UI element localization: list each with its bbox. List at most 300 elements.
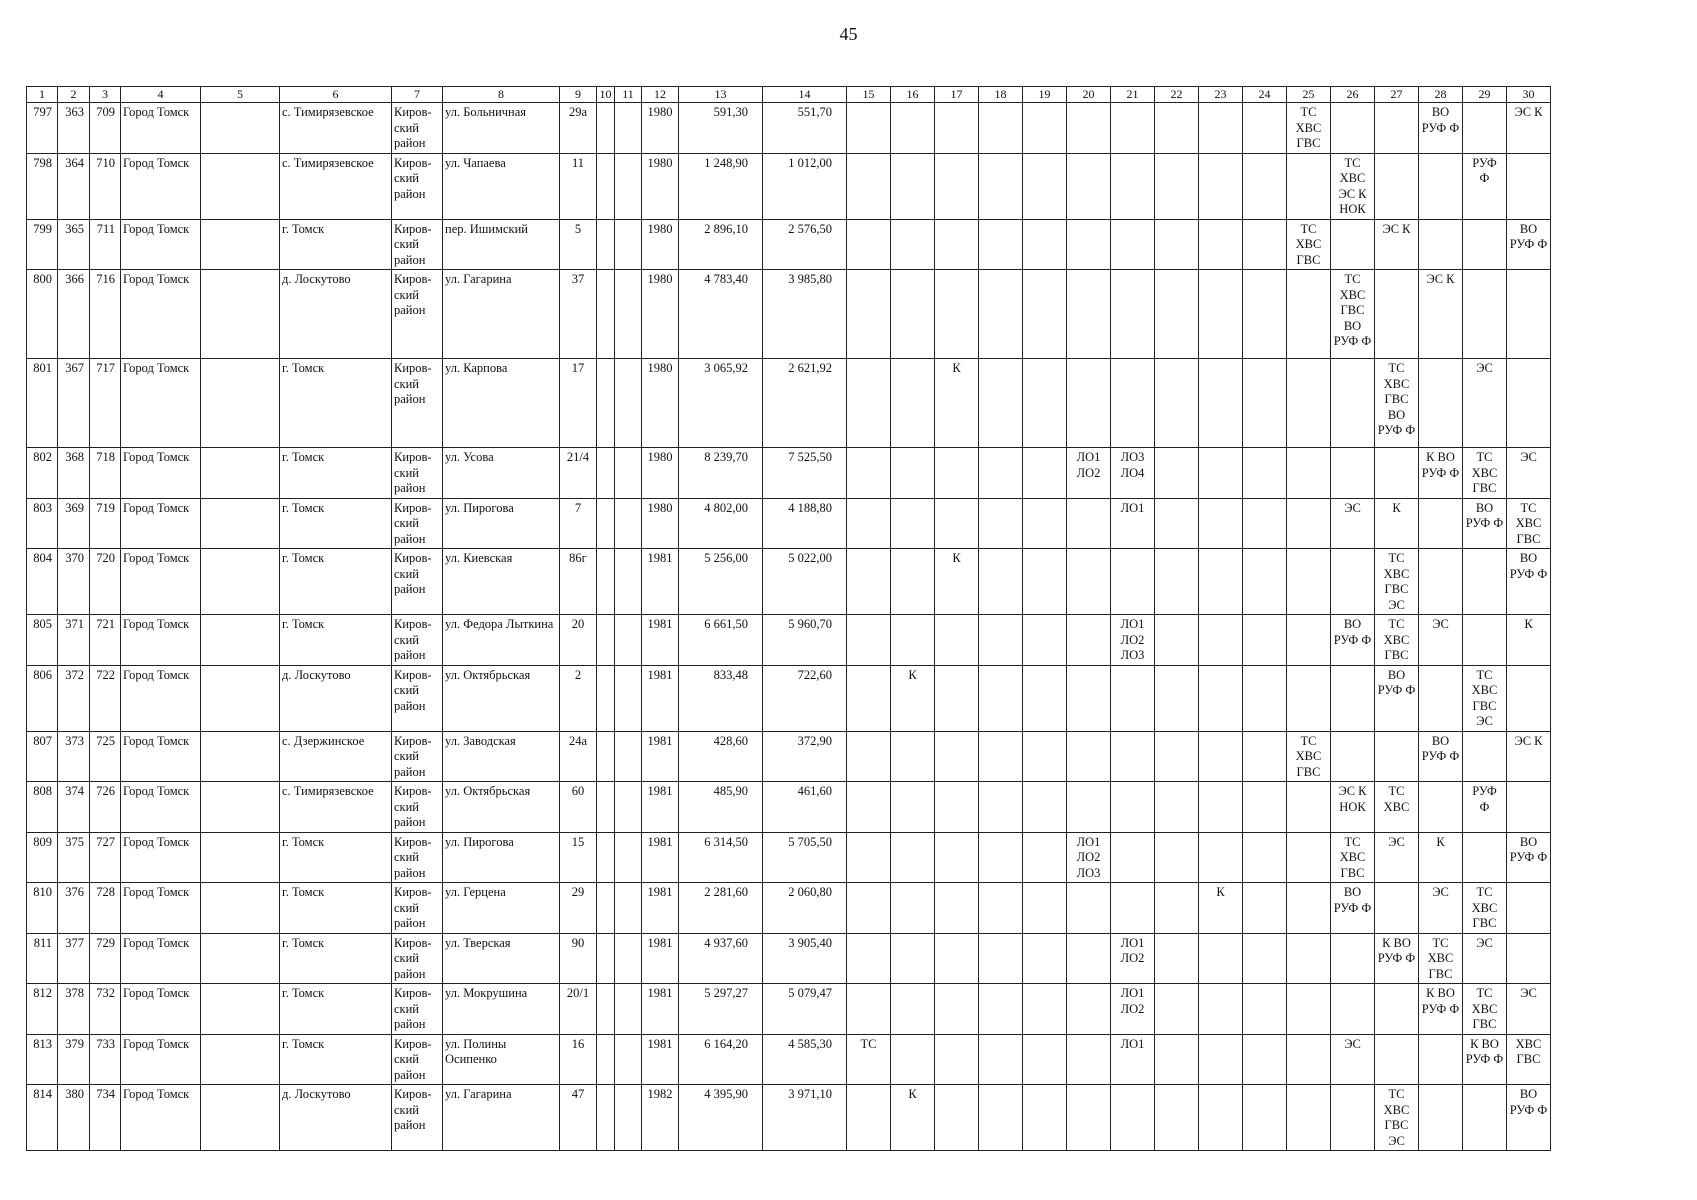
table-cell-col-23 <box>1199 1085 1243 1151</box>
table-cell-col-11 <box>615 615 642 666</box>
table-cell-col-6: г. Томск <box>280 359 392 448</box>
table-cell-col-20: ЛО1 ЛО2 ЛО3 <box>1067 832 1111 883</box>
table-cell-col-8: ул. Чапаева <box>443 153 560 219</box>
table-cell-col-2: 376 <box>58 883 90 934</box>
table-cell-col-1: 812 <box>27 984 58 1035</box>
table-cell-col-2: 371 <box>58 615 90 666</box>
table-cell-col-14: 372,90 <box>763 731 847 782</box>
table-cell-col-19 <box>1023 103 1067 154</box>
table-cell-col-21 <box>1111 731 1155 782</box>
table-cell-col-23 <box>1199 984 1243 1035</box>
table-cell-col-25 <box>1287 615 1331 666</box>
table-cell-col-20 <box>1067 219 1111 270</box>
table-cell-col-29: ЭС <box>1463 359 1507 448</box>
table-cell-col-23 <box>1199 615 1243 666</box>
table-cell-col-11 <box>615 933 642 984</box>
table-cell-col-13: 6 661,50 <box>679 615 763 666</box>
table-cell-col-15 <box>847 984 891 1035</box>
table-cell-col-26 <box>1331 448 1375 499</box>
table-cell-col-10 <box>597 1085 615 1151</box>
table-cell-col-1: 802 <box>27 448 58 499</box>
table-cell-col-6: с. Тимирязевское <box>280 782 392 833</box>
table-cell-col-5 <box>201 549 280 615</box>
table-cell-col-1: 808 <box>27 782 58 833</box>
table-cell-col-4: Город Томск <box>121 984 201 1035</box>
table-cell-col-12: 1980 <box>642 448 679 499</box>
table-cell-col-3: 717 <box>90 359 121 448</box>
table-cell-col-15 <box>847 448 891 499</box>
table-cell-col-11 <box>615 665 642 731</box>
table-cell-col-29 <box>1463 219 1507 270</box>
table-cell-col-29: ВО РУФ Ф <box>1463 498 1507 549</box>
table-cell-col-16: К <box>891 665 935 731</box>
table-cell-col-21 <box>1111 270 1155 359</box>
table-cell-col-30 <box>1507 359 1551 448</box>
table-row <box>27 359 1551 448</box>
table-cell-col-27: ТС ХВС ГВС <box>1375 615 1419 666</box>
table-cell-col-19 <box>1023 933 1067 984</box>
table-cell-col-14: 5 960,70 <box>763 615 847 666</box>
table-cell-col-1: 797 <box>27 103 58 154</box>
table-cell-col-7: Киров- ский район <box>392 219 443 270</box>
table-cell-col-21 <box>1111 1085 1155 1151</box>
table-cell-col-8: ул. Гагарина <box>443 270 560 359</box>
table-cell-col-22 <box>1155 549 1199 615</box>
column-number-17: 17 <box>935 87 979 103</box>
table-cell-col-18 <box>979 883 1023 934</box>
table-cell-col-2: 370 <box>58 549 90 615</box>
table-cell-col-7: Киров- ский район <box>392 883 443 934</box>
table-cell-col-18 <box>979 933 1023 984</box>
table-cell-col-16 <box>891 549 935 615</box>
table-cell-col-17 <box>935 153 979 219</box>
table-cell-col-22 <box>1155 933 1199 984</box>
table-cell-col-23 <box>1199 549 1243 615</box>
table-cell-col-12: 1981 <box>642 984 679 1035</box>
table-cell-col-30: ЭС К <box>1507 103 1551 154</box>
table-cell-col-7: Киров- ский район <box>392 498 443 549</box>
table-cell-col-26: ТС ХВС ГВС <box>1331 832 1375 883</box>
table-cell-col-27 <box>1375 103 1419 154</box>
table-cell-col-10 <box>597 615 615 666</box>
table-cell-col-26 <box>1331 933 1375 984</box>
table-cell-col-18 <box>979 448 1023 499</box>
table-cell-col-5 <box>201 665 280 731</box>
table-cell-col-16 <box>891 832 935 883</box>
table-cell-col-3: 716 <box>90 270 121 359</box>
table-cell-col-13: 5 297,27 <box>679 984 763 1035</box>
table-cell-col-3: 729 <box>90 933 121 984</box>
table-cell-col-2: 375 <box>58 832 90 883</box>
table-cell-col-20: ЛО1 ЛО2 <box>1067 448 1111 499</box>
table-cell-col-21: ЛО1 ЛО2 <box>1111 984 1155 1035</box>
table-cell-col-17 <box>935 103 979 154</box>
table-cell-col-18 <box>979 549 1023 615</box>
column-number-28: 28 <box>1419 87 1463 103</box>
table-cell-col-23 <box>1199 498 1243 549</box>
table-cell-col-20 <box>1067 549 1111 615</box>
table-cell-col-14: 551,70 <box>763 103 847 154</box>
table-cell-col-21 <box>1111 549 1155 615</box>
table-cell-col-23 <box>1199 782 1243 833</box>
table-cell-col-11 <box>615 549 642 615</box>
housing-register-table <box>26 86 1551 1151</box>
column-number-10: 10 <box>597 87 615 103</box>
table-cell-col-20 <box>1067 270 1111 359</box>
table-cell-col-14: 722,60 <box>763 665 847 731</box>
table-cell-col-30 <box>1507 933 1551 984</box>
table-cell-col-17 <box>935 1085 979 1151</box>
table-cell-col-21: ЛО3 ЛО4 <box>1111 448 1155 499</box>
table-cell-col-22 <box>1155 782 1199 833</box>
column-number-1: 1 <box>27 87 58 103</box>
table-cell-col-18 <box>979 103 1023 154</box>
table-cell-col-12: 1980 <box>642 103 679 154</box>
table-cell-col-27: ВО РУФ Ф <box>1375 665 1419 731</box>
table-cell-col-15 <box>847 883 891 934</box>
table-cell-col-3: 710 <box>90 153 121 219</box>
table-cell-col-13: 591,30 <box>679 103 763 154</box>
table-cell-col-30: ВО РУФ Ф <box>1507 219 1551 270</box>
table-cell-col-25 <box>1287 782 1331 833</box>
table-cell-col-17 <box>935 665 979 731</box>
table-cell-col-16 <box>891 103 935 154</box>
table-cell-col-25 <box>1287 359 1331 448</box>
table-cell-col-27: ТС ХВС ГВС ЭС <box>1375 1085 1419 1151</box>
table-cell-col-25 <box>1287 832 1331 883</box>
table-cell-col-8: ул. Октябрьская <box>443 782 560 833</box>
table-cell-col-29 <box>1463 731 1507 782</box>
table-cell-col-8: ул. Полины Осипенко <box>443 1034 560 1085</box>
table-cell-col-28 <box>1419 1034 1463 1085</box>
table-cell-col-25 <box>1287 1034 1331 1085</box>
table-cell-col-2: 373 <box>58 731 90 782</box>
table-cell-col-18 <box>979 615 1023 666</box>
table-cell-col-29: К ВО РУФ Ф <box>1463 1034 1507 1085</box>
table-cell-col-15 <box>847 270 891 359</box>
table-cell-col-15 <box>847 832 891 883</box>
table-cell-col-27 <box>1375 1034 1419 1085</box>
table-cell-col-17: К <box>935 549 979 615</box>
table-cell-col-27 <box>1375 731 1419 782</box>
table-cell-col-25 <box>1287 665 1331 731</box>
table-cell-col-24 <box>1243 103 1287 154</box>
table-cell-col-14: 5 022,00 <box>763 549 847 615</box>
table-cell-col-7: Киров- ский район <box>392 782 443 833</box>
table-cell-col-11 <box>615 359 642 448</box>
table-cell-col-20 <box>1067 933 1111 984</box>
table-cell-col-12: 1981 <box>642 731 679 782</box>
table-cell-col-18 <box>979 665 1023 731</box>
table-cell-col-24 <box>1243 615 1287 666</box>
table-cell-col-9: 7 <box>560 498 597 549</box>
table-cell-col-14: 3 985,80 <box>763 270 847 359</box>
table-cell-col-17 <box>935 448 979 499</box>
table-cell-col-7: Киров- ский район <box>392 270 443 359</box>
table-cell-col-9: 11 <box>560 153 597 219</box>
table-cell-col-14: 5 705,50 <box>763 832 847 883</box>
table-cell-col-22 <box>1155 359 1199 448</box>
table-cell-col-3: 722 <box>90 665 121 731</box>
table-cell-col-13: 4 802,00 <box>679 498 763 549</box>
table-cell-col-11 <box>615 984 642 1035</box>
table-cell-col-1: 811 <box>27 933 58 984</box>
table-cell-col-16 <box>891 615 935 666</box>
table-cell-col-18 <box>979 1034 1023 1085</box>
table-cell-col-17 <box>935 270 979 359</box>
table-cell-col-10 <box>597 219 615 270</box>
table-cell-col-17 <box>935 782 979 833</box>
table-cell-col-1: 798 <box>27 153 58 219</box>
column-number-11: 11 <box>615 87 642 103</box>
column-number-20: 20 <box>1067 87 1111 103</box>
table-cell-col-27: ЭС К <box>1375 219 1419 270</box>
table-cell-col-21 <box>1111 359 1155 448</box>
table-cell-col-1: 799 <box>27 219 58 270</box>
table-cell-col-6: г. Томск <box>280 832 392 883</box>
table-cell-col-19 <box>1023 153 1067 219</box>
table-cell-col-3: 725 <box>90 731 121 782</box>
table-cell-col-7: Киров- ский район <box>392 1085 443 1151</box>
table-cell-col-1: 800 <box>27 270 58 359</box>
table-cell-col-19 <box>1023 448 1067 499</box>
table-cell-col-19 <box>1023 615 1067 666</box>
table-cell-col-20 <box>1067 153 1111 219</box>
table-cell-col-17 <box>935 615 979 666</box>
table-cell-col-7: Киров- ский район <box>392 933 443 984</box>
table-cell-col-28: ВО РУФ Ф <box>1419 731 1463 782</box>
table-cell-col-22 <box>1155 984 1199 1035</box>
table-cell-col-2: 372 <box>58 665 90 731</box>
table-cell-col-27 <box>1375 448 1419 499</box>
table-cell-col-23 <box>1199 448 1243 499</box>
table-cell-col-1: 813 <box>27 1034 58 1085</box>
table-row <box>27 1034 1551 1085</box>
table-cell-col-8: ул. Пирогова <box>443 832 560 883</box>
table-cell-col-22 <box>1155 103 1199 154</box>
table-cell-col-9: 47 <box>560 1085 597 1151</box>
table-cell-col-9: 20/1 <box>560 984 597 1035</box>
table-cell-col-28: ВО РУФ Ф <box>1419 103 1463 154</box>
page-number: 45 <box>839 24 858 44</box>
table-cell-col-25 <box>1287 498 1331 549</box>
table-cell-col-2: 379 <box>58 1034 90 1085</box>
table-cell-col-11 <box>615 153 642 219</box>
table-cell-col-14: 3 971,10 <box>763 1085 847 1151</box>
table-cell-col-13: 2 281,60 <box>679 883 763 934</box>
table-cell-col-8: ул. Усова <box>443 448 560 499</box>
table-cell-col-9: 60 <box>560 782 597 833</box>
table-cell-col-26 <box>1331 103 1375 154</box>
table-cell-col-23 <box>1199 153 1243 219</box>
column-number-2: 2 <box>58 87 90 103</box>
table-cell-col-24 <box>1243 1085 1287 1151</box>
table-cell-col-10 <box>597 933 615 984</box>
table-cell-col-10 <box>597 832 615 883</box>
table-row <box>27 933 1551 984</box>
table-cell-col-4: Город Томск <box>121 103 201 154</box>
column-number-19: 19 <box>1023 87 1067 103</box>
table-cell-col-30: ВО РУФ Ф <box>1507 832 1551 883</box>
table-cell-col-5 <box>201 498 280 549</box>
table-cell-col-19 <box>1023 219 1067 270</box>
table-row <box>27 103 1551 154</box>
table-row <box>27 549 1551 615</box>
table-cell-col-29: ТС ХВС ГВС <box>1463 984 1507 1035</box>
column-number-29: 29 <box>1463 87 1507 103</box>
table-cell-col-26 <box>1331 984 1375 1035</box>
table-cell-col-2: 365 <box>58 219 90 270</box>
column-number-18: 18 <box>979 87 1023 103</box>
table-cell-col-2: 374 <box>58 782 90 833</box>
table-cell-col-25 <box>1287 549 1331 615</box>
table-cell-col-17 <box>935 984 979 1035</box>
column-number-30: 30 <box>1507 87 1551 103</box>
table-cell-col-13: 1 248,90 <box>679 153 763 219</box>
table-cell-col-7: Киров- ский район <box>392 153 443 219</box>
table-cell-col-17 <box>935 832 979 883</box>
table-cell-col-6: с. Тимирязевское <box>280 153 392 219</box>
table-cell-col-20 <box>1067 731 1111 782</box>
table-cell-col-22 <box>1155 498 1199 549</box>
table-cell-col-28: К ВО РУФ Ф <box>1419 984 1463 1035</box>
table-cell-col-10 <box>597 1034 615 1085</box>
table-cell-col-3: 732 <box>90 984 121 1035</box>
table-cell-col-6: д. Лоскутово <box>280 665 392 731</box>
table-cell-col-23 <box>1199 832 1243 883</box>
table-cell-col-27: ТС ХВС <box>1375 782 1419 833</box>
table-cell-col-11 <box>615 1085 642 1151</box>
table-cell-col-24 <box>1243 984 1287 1035</box>
table-cell-col-17 <box>935 498 979 549</box>
table-cell-col-12: 1981 <box>642 832 679 883</box>
table-cell-col-3: 720 <box>90 549 121 615</box>
table-cell-col-4: Город Томск <box>121 359 201 448</box>
table-cell-col-29: ТС ХВС ГВС <box>1463 883 1507 934</box>
table-cell-col-9: 29а <box>560 103 597 154</box>
table-cell-col-10 <box>597 448 615 499</box>
table-row <box>27 153 1551 219</box>
table-cell-col-6: г. Томск <box>280 933 392 984</box>
table-cell-col-3: 711 <box>90 219 121 270</box>
table-cell-col-21 <box>1111 782 1155 833</box>
table-cell-col-20 <box>1067 359 1111 448</box>
table-cell-col-18 <box>979 782 1023 833</box>
table-cell-col-23 <box>1199 665 1243 731</box>
table-cell-col-7: Киров- ский район <box>392 448 443 499</box>
table-cell-col-16 <box>891 219 935 270</box>
table-cell-col-12: 1980 <box>642 270 679 359</box>
table-cell-col-7: Киров- ский район <box>392 832 443 883</box>
table-cell-col-30: К <box>1507 615 1551 666</box>
table-cell-col-24 <box>1243 782 1287 833</box>
table-cell-col-1: 804 <box>27 549 58 615</box>
table-cell-col-4: Город Томск <box>121 782 201 833</box>
table-cell-col-26 <box>1331 359 1375 448</box>
table-cell-col-13: 4 395,90 <box>679 1085 763 1151</box>
table-cell-col-20 <box>1067 665 1111 731</box>
column-number-3: 3 <box>90 87 121 103</box>
table-cell-col-6: г. Томск <box>280 448 392 499</box>
table-cell-col-8: ул. Тверская <box>443 933 560 984</box>
column-number-22: 22 <box>1155 87 1199 103</box>
table-cell-col-14: 4 188,80 <box>763 498 847 549</box>
table-cell-col-24 <box>1243 219 1287 270</box>
column-number-7: 7 <box>392 87 443 103</box>
table-cell-col-18 <box>979 984 1023 1035</box>
table-cell-col-6: д. Лоскутово <box>280 270 392 359</box>
table-cell-col-19 <box>1023 782 1067 833</box>
table-cell-col-5 <box>201 359 280 448</box>
table-cell-col-24 <box>1243 498 1287 549</box>
table-cell-col-15 <box>847 615 891 666</box>
table-cell-col-3: 734 <box>90 1085 121 1151</box>
table-cell-col-12: 1981 <box>642 1034 679 1085</box>
table-cell-col-12: 1980 <box>642 219 679 270</box>
table-cell-col-12: 1981 <box>642 933 679 984</box>
table-cell-col-21: ЛО1 ЛО2 <box>1111 933 1155 984</box>
table-cell-col-27: ЭС <box>1375 832 1419 883</box>
table-cell-col-10 <box>597 103 615 154</box>
table-cell-col-19 <box>1023 1034 1067 1085</box>
table-cell-col-9: 29 <box>560 883 597 934</box>
table-cell-col-5 <box>201 731 280 782</box>
table-cell-col-5 <box>201 782 280 833</box>
table-cell-col-1: 810 <box>27 883 58 934</box>
table-cell-col-4: Город Томск <box>121 615 201 666</box>
table-cell-col-28: ЭС К <box>1419 270 1463 359</box>
table-cell-col-16 <box>891 498 935 549</box>
table-cell-col-8: ул. Пирогова <box>443 498 560 549</box>
table-cell-col-15 <box>847 933 891 984</box>
table-cell-col-8: пер. Ишимский <box>443 219 560 270</box>
table-cell-col-26: ЭС <box>1331 1034 1375 1085</box>
table-cell-col-16: К <box>891 1085 935 1151</box>
table-cell-col-10 <box>597 549 615 615</box>
table-cell-col-1: 801 <box>27 359 58 448</box>
table-cell-col-30: ЭС <box>1507 448 1551 499</box>
table-cell-col-21 <box>1111 832 1155 883</box>
table-cell-col-30 <box>1507 883 1551 934</box>
table-cell-col-6: д. Лоскутово <box>280 1085 392 1151</box>
table-row <box>27 1085 1551 1151</box>
table-cell-col-1: 807 <box>27 731 58 782</box>
table-cell-col-15 <box>847 219 891 270</box>
column-number-header <box>27 87 1551 103</box>
table-cell-col-19 <box>1023 665 1067 731</box>
table-cell-col-29 <box>1463 270 1507 359</box>
table-cell-col-16 <box>891 782 935 833</box>
table-cell-col-16 <box>891 153 935 219</box>
table-cell-col-2: 378 <box>58 984 90 1035</box>
table-cell-col-6: г. Томск <box>280 883 392 934</box>
table-cell-col-29: ЭС <box>1463 933 1507 984</box>
table-cell-col-20 <box>1067 498 1111 549</box>
table-cell-col-15 <box>847 731 891 782</box>
table-cell-col-16 <box>891 984 935 1035</box>
table-cell-col-12: 1981 <box>642 665 679 731</box>
table-cell-col-9: 37 <box>560 270 597 359</box>
table-cell-col-22 <box>1155 731 1199 782</box>
table-row <box>27 782 1551 833</box>
table-cell-col-26 <box>1331 1085 1375 1151</box>
table-row <box>27 270 1551 359</box>
table-cell-col-2: 380 <box>58 1085 90 1151</box>
table-cell-col-15 <box>847 1085 891 1151</box>
table-cell-col-18 <box>979 1085 1023 1151</box>
table-cell-col-14: 4 585,30 <box>763 1034 847 1085</box>
table-cell-col-3: 727 <box>90 832 121 883</box>
